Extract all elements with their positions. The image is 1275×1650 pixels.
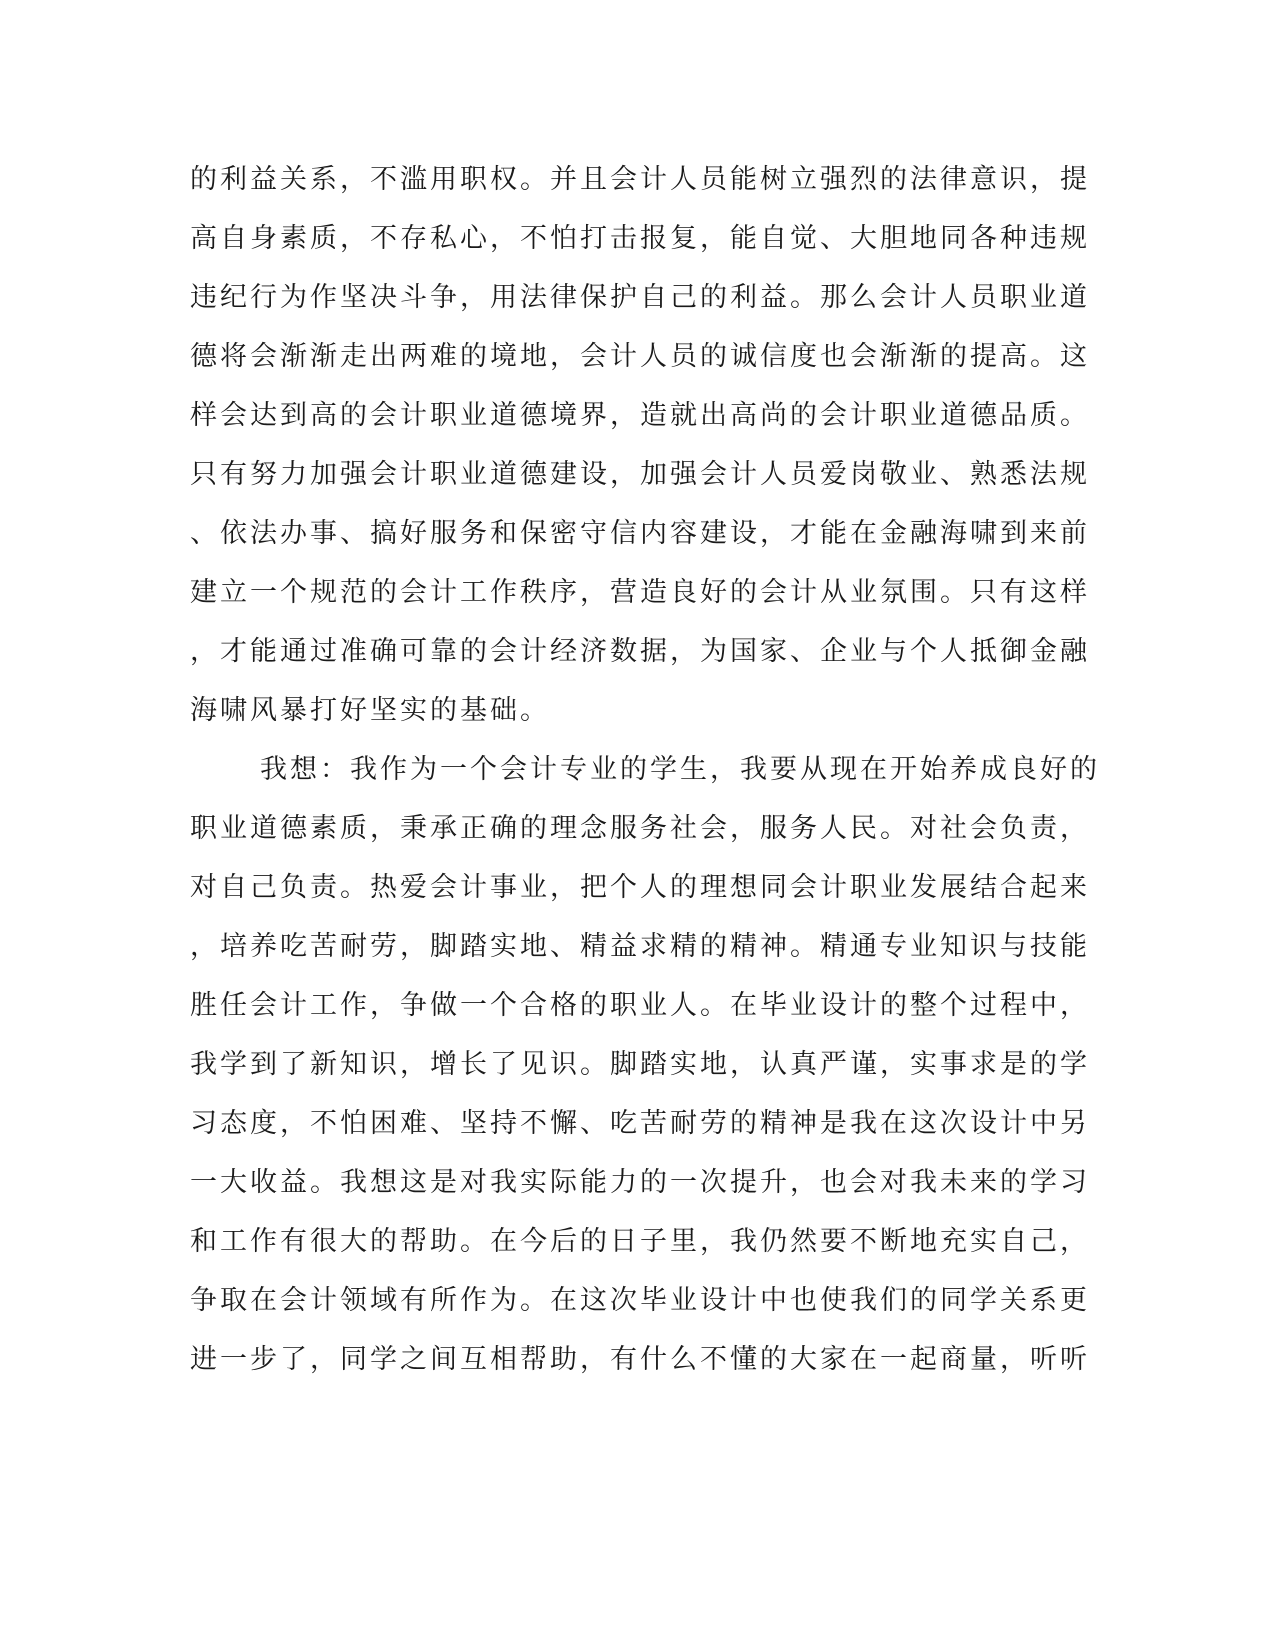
text-line: 建立一个规范的会计工作秩序，营造良好的会计从业氛围。只有这样 (190, 577, 1090, 608)
text-line: 只有努力加强会计职业道德建设，加强会计人员爱岗敬业、熟悉法规 (190, 459, 1090, 490)
text-line: 对自己负责。热爱会计事业，把个人的理想同会计职业发展结合起来 (190, 872, 1090, 903)
text-line: 我学到了新知识，增长了见识。脚踏实地，认真严谨，实事求是的学 (190, 1049, 1090, 1080)
text-line: 德将会渐渐走出两难的境地，会计人员的诚信度也会渐渐的提高。这 (190, 341, 1090, 372)
text-line: 进一步了，同学之间互相帮助，有什么不懂的大家在一起商量，听听 (190, 1344, 1090, 1375)
text-line: 和工作有很大的帮助。在今后的日子里，我仍然要不断地充实自己， (190, 1226, 1090, 1257)
text-line: 争取在会计领域有所作为。在这次毕业设计中也使我们的同学关系更 (190, 1285, 1090, 1316)
text-line: 胜任会计工作，争做一个合格的职业人。在毕业设计的整个过程中， (190, 990, 1090, 1021)
text-line: ，培养吃苦耐劳，脚踏实地、精益求精的精神。精通专业知识与技能 (190, 931, 1090, 962)
text-line: 海啸风暴打好坚实的基础。 (190, 695, 550, 726)
text-line: 职业道德素质，秉承正确的理念服务社会，服务人民。对社会负责， (190, 813, 1090, 844)
text-line: ，才能通过准确可靠的会计经济数据，为国家、企业与个人抵御金融 (190, 636, 1090, 667)
text-line: 、依法办事、搞好服务和保密守信内容建设，才能在金融海啸到来前 (190, 518, 1090, 549)
text-line: 的利益关系，不滥用职权。并且会计人员能树立强烈的法律意识，提 (190, 164, 1090, 195)
paragraph-first-line: 我想：我作为一个会计专业的学生，我要从现在开始养成良好的 (260, 754, 1100, 785)
text-line: 习态度，不怕困难、坚持不懈、吃苦耐劳的精神是我在这次设计中另 (190, 1108, 1090, 1139)
text-line: 一大收益。我想这是对我实际能力的一次提升，也会对我未来的学习 (190, 1167, 1090, 1198)
text-line: 样会达到高的会计职业道德境界，造就出高尚的会计职业道德品质。 (190, 400, 1090, 431)
text-line: 高自身素质，不存私心，不怕打击报复，能自觉、大胆地同各种违规 (190, 223, 1090, 254)
text-line: 违纪行为作坚决斗争，用法律保护自己的利益。那么会计人员职业道 (190, 282, 1090, 313)
